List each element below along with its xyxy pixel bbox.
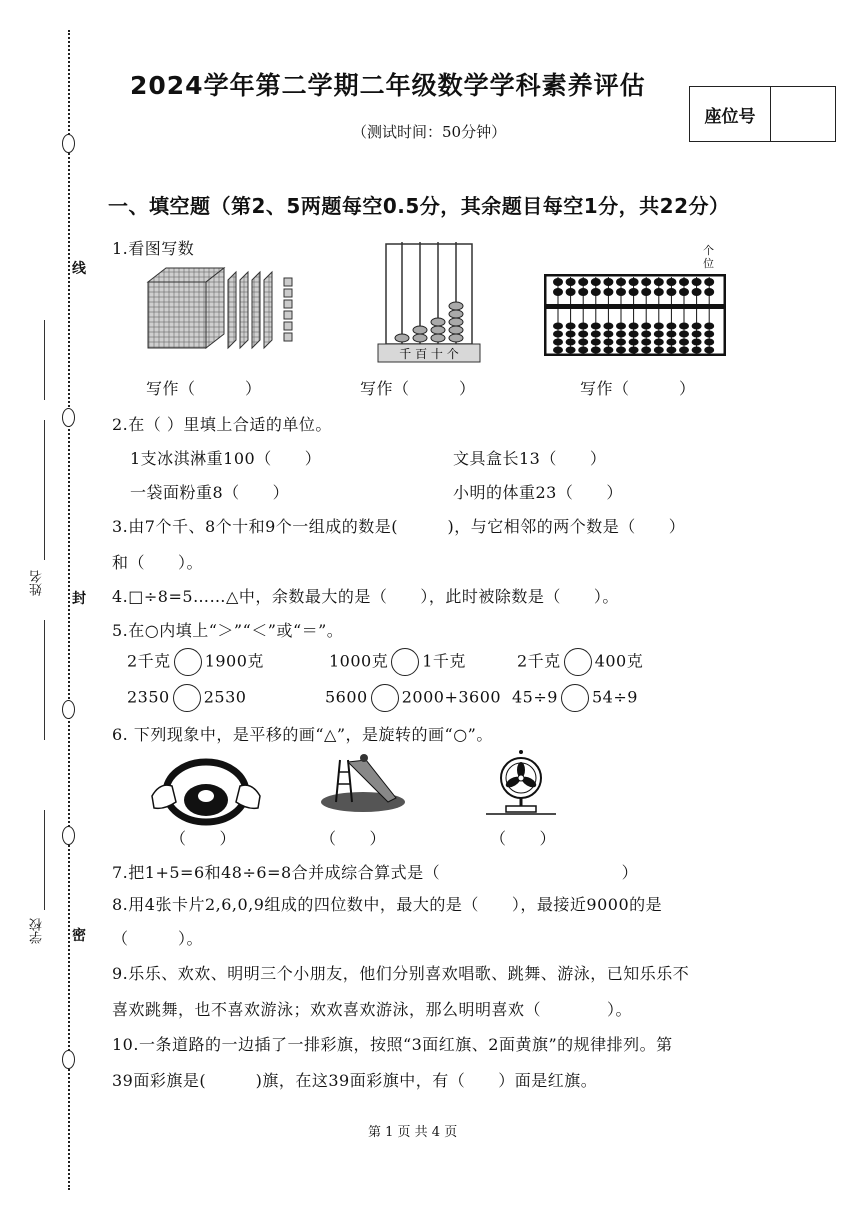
binding-dotted-line (68, 30, 70, 1190)
q5-left: 5600 (325, 687, 368, 707)
binding-hole (62, 408, 75, 427)
abacus-bead (692, 347, 702, 354)
q2-item-d[interactable]: 小明的体重23（ ） (453, 483, 623, 502)
abacus-bead (591, 331, 601, 338)
abacus-bead (654, 331, 664, 338)
question-9-cont[interactable]: 喜欢跳舞，也不喜欢游泳；欢欢喜欢游泳，那么明明喜欢（ ）。 (112, 1000, 633, 1019)
abacus-bead (692, 323, 702, 330)
abacus-bead (629, 278, 639, 286)
abacus-bead (629, 331, 639, 338)
abacus-bead (603, 347, 613, 354)
abacus-bead (666, 323, 676, 330)
abacus-bead (692, 288, 702, 296)
abacus-bead (553, 347, 563, 354)
abacus-bead (603, 323, 613, 330)
abacus-bead (616, 288, 626, 296)
abacus-bead (629, 347, 639, 354)
abacus-bead (566, 339, 576, 346)
question-10: 10.一条道路的一边插了一排彩旗，按照“3面红旗、2面黄旗”的规律排列。第 (112, 1035, 673, 1054)
abacus-bead (692, 331, 702, 338)
abacus-bead (654, 347, 664, 354)
abacus-bead (654, 323, 664, 330)
question-5: 5.在○内填上“＞”“＜”或“＝”。 (112, 621, 344, 640)
abacus-label-char: 个 (703, 244, 714, 257)
abacus-bead (641, 278, 651, 286)
seat-number-label: 座位号 (690, 87, 771, 141)
q5-right: 54÷9 (591, 687, 638, 707)
question-7[interactable]: 7.把1+5=6和48÷6=8合并成综合算式是（ ） (112, 863, 639, 882)
abacus-bead (666, 278, 676, 286)
abacus-bead (666, 339, 676, 346)
binding-hole (62, 826, 75, 845)
abacus-bead (566, 288, 576, 296)
q5-item (127, 648, 264, 676)
q5-right: 2000+3600 (401, 687, 502, 707)
abacus-bead (666, 331, 676, 338)
abacus-bead (603, 331, 613, 338)
counting-frame-labels: 千 百 十 个 (399, 347, 459, 361)
exam-title: 2024学年第二学期二年级数学学科素养评估 (130, 71, 646, 100)
abacus-bead (641, 331, 651, 338)
section-heading: 一、填空题（第2、5两题每空0.5分，其余题目每空1分，共22分） (108, 194, 730, 218)
abacus-bead (679, 331, 689, 338)
abacus-bead (616, 323, 626, 330)
abacus-bead (654, 288, 664, 296)
q5-item (329, 648, 466, 676)
q1-answer-a[interactable]: 写作（ ） (146, 379, 262, 398)
margin-char-seal: 封 (72, 591, 86, 607)
q5-right: 2530 (203, 687, 247, 707)
abacus-units-label (703, 244, 714, 270)
abacus-bead (679, 288, 689, 296)
compare-circle[interactable] (173, 684, 201, 712)
q2-item-a[interactable]: 1支冰淇淋重100（ ） (130, 449, 322, 468)
margin-char-line: 线 (72, 261, 86, 277)
page-number: 第 1 页 共 4 页 (368, 1125, 458, 1140)
q2-item-b[interactable]: 文具盒长13（ ） (453, 449, 607, 468)
name-label: 姓名 (30, 570, 45, 596)
abacus-bead (603, 339, 613, 346)
abacus-bead (654, 339, 664, 346)
abacus-bead (553, 278, 563, 286)
abacus-bead (553, 331, 563, 338)
question-2: 2.在（ ）里填上合适的单位。 (112, 415, 332, 434)
seat-number-box (689, 86, 836, 142)
question-8[interactable]: 8.用4张卡片2,6,0,9组成的四位数中，最大的是（ ），最接近9000的是 (112, 895, 663, 914)
binding-hole (62, 700, 75, 719)
abacus-bead (629, 288, 639, 296)
q5-right: 400克 (594, 651, 644, 671)
q6-blank-3[interactable]: （ ） (490, 829, 557, 848)
base-ten-blocks-image (144, 262, 304, 352)
abacus-bead (654, 278, 664, 286)
abacus-bead (641, 288, 651, 296)
abacus-image (544, 274, 726, 356)
abacus-bead (666, 288, 676, 296)
question-4[interactable]: 4.□÷8=5……△中，余数最大的是（ ），此时被除数是（ ）。 (112, 587, 619, 606)
abacus-bead (679, 339, 689, 346)
counting-frame-image (376, 238, 484, 366)
abacus-bead (553, 339, 563, 346)
q1-answer-c[interactable]: 写作（ ） (580, 379, 696, 398)
question-9: 9.乐乐、欢欢、明明三个小朋友，他们分别喜欢唱歌、跳舞、游泳，已知乐乐不 (112, 964, 690, 983)
q1-answer-b[interactable]: 写作（ ） (360, 379, 476, 398)
abacus-bead (704, 331, 714, 338)
q5-item (512, 684, 638, 712)
abacus-bead (641, 323, 651, 330)
q5-left: 2千克 (517, 651, 561, 671)
q5-left: 2350 (127, 687, 170, 707)
electric-fan-image (486, 748, 556, 820)
abacus-bead (578, 278, 588, 286)
abacus-bead (603, 288, 613, 296)
name-blank-line[interactable] (44, 620, 45, 740)
q5-left: 45÷9 (512, 687, 558, 707)
abacus-bead (591, 339, 601, 346)
abacus-bead (566, 278, 576, 286)
abacus-bead (679, 278, 689, 286)
school-label: 学校 (30, 918, 45, 944)
question-3-cont[interactable]: 和（ ）。 (112, 553, 204, 572)
abacus-bead (692, 339, 702, 346)
abacus-bead (641, 339, 651, 346)
margin-char-close: 密 (72, 928, 86, 944)
abacus-bead (704, 323, 714, 330)
abacus-bead (616, 339, 626, 346)
abacus-bead (616, 331, 626, 338)
blank-line (44, 320, 45, 400)
abacus-bead (603, 278, 613, 286)
steering-wheel-image (146, 756, 266, 826)
exam-duration: （测试时间：50分钟） (352, 123, 507, 141)
question-10-cont[interactable]: 39面彩旗是( )旗，在这39面彩旗中，有（ ）面是红旗。 (112, 1071, 598, 1090)
abacus-bead (578, 323, 588, 330)
abacus-bead (666, 347, 676, 354)
abacus-bead (692, 278, 702, 286)
abacus-bead (578, 331, 588, 338)
abacus-bead (704, 278, 714, 286)
compare-circle[interactable] (391, 648, 419, 676)
abacus-bead (641, 347, 651, 354)
abacus-bead (591, 323, 601, 330)
abacus-bead (629, 323, 639, 330)
binding-hole (62, 134, 75, 153)
abacus-bead (591, 347, 601, 354)
q6-blank-1[interactable]: （ ） (170, 829, 237, 848)
abacus-bead (591, 278, 601, 286)
q6-blank-2[interactable]: （ ） (320, 829, 387, 848)
q2-item-c[interactable]: 一袋面粉重8（ ） (130, 483, 290, 502)
abacus-bead (566, 331, 576, 338)
q5-left: 2千克 (127, 651, 171, 671)
abacus-bead (616, 347, 626, 354)
abacus-bead (704, 339, 714, 346)
abacus-bead (578, 339, 588, 346)
question-8-cont[interactable]: （ ）。 (112, 929, 204, 948)
q5-right: 1900克 (204, 651, 264, 671)
abacus-bead (704, 347, 714, 354)
seat-number-field[interactable] (771, 87, 835, 141)
question-1: 1.看图写数 (112, 239, 195, 258)
abacus-bead (553, 323, 563, 330)
abacus-bead (591, 288, 601, 296)
compare-circle[interactable] (371, 684, 399, 712)
abacus-bead (553, 288, 563, 296)
slide-image (318, 750, 408, 815)
abacus-bead (679, 323, 689, 330)
abacus-bead (679, 347, 689, 354)
compare-circle[interactable] (561, 684, 589, 712)
q5-item (127, 684, 246, 712)
q5-item (517, 648, 643, 676)
binding-hole (62, 1050, 75, 1069)
compare-circle[interactable] (564, 648, 592, 676)
abacus-bead (578, 347, 588, 354)
q5-left: 1000克 (329, 651, 389, 671)
abacus-bead (566, 323, 576, 330)
q5-item (325, 684, 501, 712)
abacus-bead (616, 278, 626, 286)
abacus-bead (578, 288, 588, 296)
question-3[interactable]: 3.由7个千、8个十和9个一组成的数是( )，与它相邻的两个数是（ ） (112, 517, 686, 536)
abacus-bead (704, 288, 714, 296)
blank-line (44, 420, 45, 560)
abacus-bead (629, 339, 639, 346)
question-6: 6. 下列现象中，是平移的画“△”，是旋转的画“○”。 (112, 725, 493, 744)
school-blank-line[interactable] (44, 810, 45, 910)
q5-right: 1千克 (422, 651, 466, 671)
compare-circle[interactable] (174, 648, 202, 676)
abacus-bead (566, 347, 576, 354)
abacus-label-char: 位 (703, 257, 714, 270)
